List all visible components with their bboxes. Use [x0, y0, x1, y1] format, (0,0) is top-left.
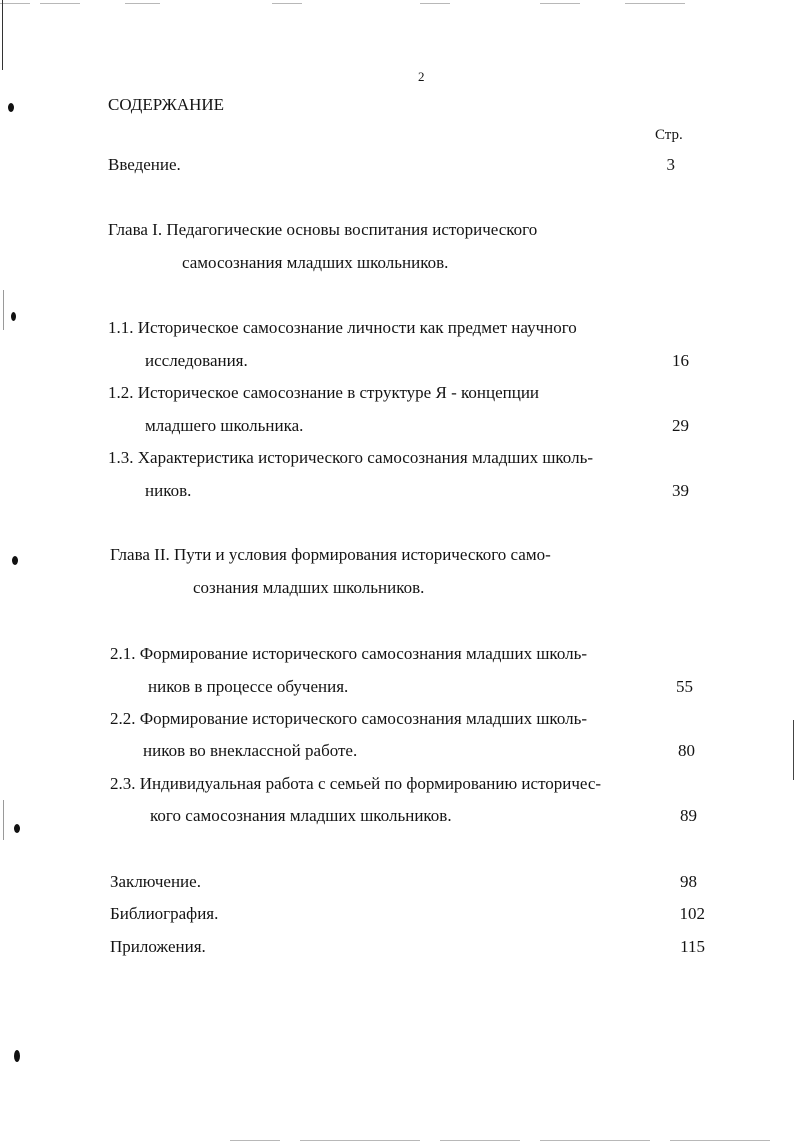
- scan-top-border: [272, 3, 302, 4]
- toc-section-2-3-line2: кого самосознания младших школьников.: [150, 806, 452, 825]
- toc-page-appendices: 115: [680, 937, 705, 956]
- scan-left-edge: [3, 290, 4, 330]
- toc-page-2-3: 89: [680, 806, 697, 825]
- binder-hole-mark: [8, 103, 14, 112]
- toc-section-1-2-line1: 1.2. Историческое самосознание в структуре Я - концепции: [108, 383, 540, 402]
- toc-chapter-1-line2: самосознания младших школьников.: [182, 253, 449, 272]
- page-column-label: Стр.: [655, 127, 683, 143]
- toc-section-1-1-line2: исследования.: [145, 351, 248, 370]
- toc-page-intro: 3: [666, 155, 675, 174]
- scan-left-edge: [3, 800, 4, 840]
- toc-page-1-3: 39: [672, 481, 689, 500]
- toc-page-1-1: 16: [672, 351, 689, 370]
- toc-section-2-3-line1: 2.3. Индивидуальная работа с семьей по формированию историчес-: [110, 774, 602, 793]
- scan-right-edge: [793, 720, 794, 780]
- scan-bottom-border: [300, 1140, 420, 1141]
- toc-chapter-2-line2: сознания младших школьников.: [193, 578, 425, 597]
- toc-entry-appendices: Приложения.: [110, 937, 206, 956]
- scan-top-border: [540, 3, 580, 4]
- toc-section-2-2-line2: ников во внеклассной работе.: [143, 741, 358, 760]
- scan-top-border: [125, 3, 160, 4]
- toc-chapter-1-line1: Глава I. Педагогические основы воспитания исторического: [108, 220, 538, 239]
- scan-bottom-border: [540, 1140, 650, 1141]
- scan-top-border: [420, 3, 450, 4]
- toc-section-1-2-line2: младшего школьника.: [145, 416, 304, 435]
- toc-page-bibliography: 102: [679, 904, 705, 923]
- toc-entry-conclusion: Заключение.: [110, 872, 201, 891]
- toc-entry-intro: Введение.: [108, 155, 181, 174]
- scan-bottom-border: [230, 1140, 280, 1141]
- toc-page-2-2: 80: [678, 741, 695, 760]
- binder-hole-mark: [11, 312, 16, 321]
- toc-section-1-3-line2: ников.: [145, 481, 192, 500]
- page-title: СОДЕРЖАНИЕ: [108, 95, 225, 114]
- toc-section-2-1-line2: ников в процессе обучения.: [148, 677, 349, 696]
- toc-page-1-2: 29: [672, 416, 689, 435]
- binder-hole-mark: [14, 1050, 20, 1062]
- scan-bottom-border: [440, 1140, 520, 1141]
- toc-section-1-3-line1: 1.3. Характеристика исторического самосознания младших школь-: [108, 448, 593, 467]
- binder-hole-mark: [12, 556, 18, 565]
- scan-left-edge: [2, 0, 3, 70]
- toc-entry-bibliography: Библиография.: [110, 904, 219, 923]
- toc-page-2-1: 55: [676, 677, 693, 696]
- scan-top-border: [625, 3, 685, 4]
- scan-bottom-border: [670, 1140, 770, 1141]
- scan-top-border: [40, 3, 80, 4]
- scan-top-border: [0, 3, 30, 4]
- toc-page-conclusion: 98: [680, 872, 697, 891]
- toc-section-2-2-line1: 2.2. Формирование исторического самосознания младших школь-: [110, 709, 588, 728]
- page-number: 2: [418, 69, 425, 84]
- toc-section-2-1-line1: 2.1. Формирование исторического самосознания младших школь-: [110, 644, 588, 663]
- binder-hole-mark: [14, 824, 20, 833]
- toc-chapter-2-line1: Глава II. Пути и условия формирования исторического само-: [110, 545, 551, 564]
- toc-section-1-1-line1: 1.1. Историческое самосознание личности как предмет научного: [108, 318, 577, 337]
